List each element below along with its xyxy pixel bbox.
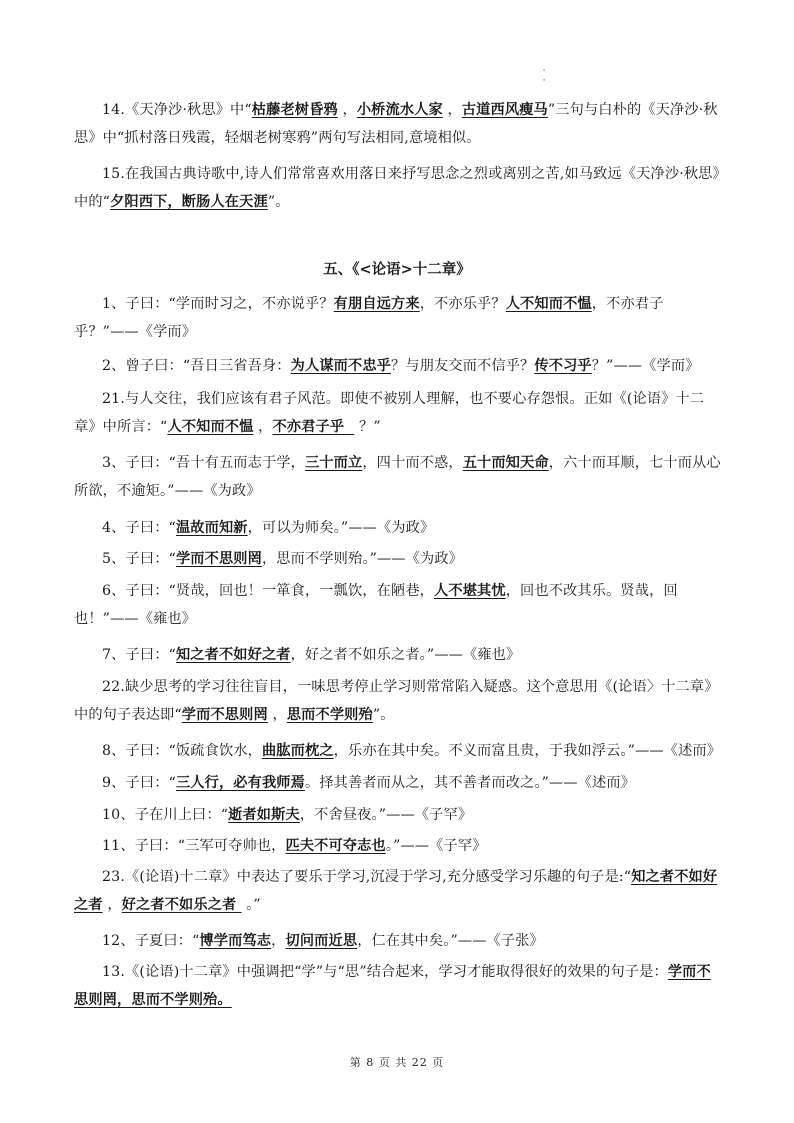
answer: 好之者不如乐之者 (121, 897, 242, 913)
text: 9、子曰：“ (102, 775, 176, 791)
item-5 (74, 545, 724, 573)
text: ， (271, 933, 286, 949)
item-2 (74, 352, 724, 380)
answer: 人不知而不愠 (167, 419, 254, 435)
text: 1、子曰：“学而时习之，不亦说乎？ (102, 296, 334, 312)
text: ，乐亦在其中矣。不义而富且贵，于我如浮云。”——《述而》 (333, 743, 722, 759)
text: 5、子曰：“ (102, 551, 176, 567)
text: ，六十而耳顺，七十而从心所欲，不逾矩。”——《为政》 (74, 455, 721, 499)
page-number: 第 8 页 共 22 页 (349, 1056, 445, 1069)
text: 7、子曰：“ (102, 647, 176, 663)
text: ”。 (267, 194, 290, 210)
text: 3、子曰：“吾十有五而志于学， (102, 455, 305, 471)
text: ， (267, 707, 287, 723)
item-10 (74, 801, 724, 829)
text: ”三句与白朴的《天净沙·秋思》中“抓村落日残霞，轻烟老树寒鸦”两句写法相同,意境相似。 (74, 102, 718, 146)
answer: 古道西风瘦马 (461, 102, 548, 118)
question-13 (74, 958, 724, 1014)
text: 4、子曰：“ (102, 520, 176, 536)
item-8 (74, 737, 724, 765)
answer: 有朋自远方来 (333, 296, 420, 312)
answer: 学而不思则罔 (175, 551, 262, 567)
answer: 思而不学则殆 (286, 707, 373, 723)
text: 10、子在川上曰：“ (102, 807, 229, 823)
answer: 人不知而不愠 (505, 296, 592, 312)
text: ， (337, 102, 357, 118)
text: 2、曾子曰：“吾日三省吾身： (102, 358, 291, 374)
item-11 (74, 832, 724, 860)
item-4 (74, 514, 724, 542)
text: ，仁在其中矣。”——《子张》 (357, 933, 544, 949)
text: 22.缺少思考的学习往往盲目，一味思考停止学习则常常陷入疑惑。这个意思用《(论语〉十二章》中的句子表达即“ (74, 679, 719, 723)
text: 15.在我国古典诗歌中,诗人们常常喜欢用落日来抒写思念之烈或离别之苦,如马致远《天净沙·秋思》中的“ (74, 166, 720, 210)
item-7 (74, 641, 724, 669)
text: 。”——《子罕》 (385, 838, 487, 854)
answer: 五十而知天命 (462, 455, 549, 471)
text: ？” (354, 419, 381, 435)
text: ，不舍昼夜。”——《子罕》 (299, 807, 473, 823)
question-14 (74, 96, 724, 152)
answer: 学而不思则罔 (181, 707, 268, 723)
text: 21.与人交往，我们应该有君子风范。即使不被别人理解，也不要心存怨恨。正如《(论语》十二章》中所言：“ (74, 391, 705, 435)
question-22 (74, 673, 724, 729)
item-1 (74, 290, 724, 346)
text: ，可以为师矣。”——《为政》 (247, 520, 435, 536)
item-9 (74, 769, 724, 797)
answer: 温故而知新 (175, 520, 248, 536)
text: ”。 (372, 707, 395, 723)
text: 13.《(论语)十二章》中强调把“学”与“思”结合起来，学习才能取得很好的效果的句子是： (102, 964, 668, 980)
text: ？”——《学而》 (591, 358, 700, 374)
text: ， (253, 419, 273, 435)
answer: 逝者如斯夫 (228, 807, 300, 823)
answer: 匹夫不可夺志也 (285, 838, 386, 854)
text: 6、子曰：“贤哉，回也！一箪食，一瓢饮，在陋巷， (102, 583, 435, 599)
answer: 枯藤老树昏鸦 (251, 102, 338, 118)
text: 。” (241, 897, 261, 913)
section-title: 五、《<论语>十二章》 (323, 261, 471, 278)
question-21 (74, 385, 724, 441)
text: ，思而不学则殆。”——《为政》 (261, 551, 463, 567)
answer: 不亦君子乎 (272, 419, 355, 435)
item-3 (74, 449, 724, 505)
text: 14.《天净沙·秋思》中“ (102, 102, 252, 118)
answer: 博学而笃志 (199, 933, 272, 949)
text: ，不亦君子乎？”——《学而》 (74, 296, 664, 340)
answer: 三十而立 (304, 455, 363, 471)
text: ， (442, 102, 462, 118)
page-marks: · · (542, 66, 546, 86)
item-6 (74, 577, 724, 633)
answer: 为人谋而不忠乎 (290, 358, 392, 374)
answer: 传不习乎 (534, 358, 592, 374)
answer: 小桥流水人家 (356, 102, 443, 118)
question-15 (74, 160, 724, 216)
text: 8、子曰：“饭疏食饮水， (102, 743, 262, 759)
text: 12、子夏曰：“ (102, 933, 200, 949)
text: ，不亦乐乎？ (419, 296, 506, 312)
text: ，好之者不如乐之者。”——《雍也》 (290, 647, 521, 663)
answer: 知之者不如好之者 (74, 869, 718, 913)
text: ， (102, 897, 122, 913)
text: ？与朋友交而不信乎？ (391, 358, 535, 374)
answer: 人不堪其忧 (434, 583, 506, 599)
text: ，四十而不惑， (362, 455, 463, 471)
answer: 知之者不如好之者 (175, 647, 291, 663)
text: 23.《(论语)十二章》中表达了要乐于学习,沉浸于学习,充分感受学习乐趣的句子是:“ (102, 869, 632, 885)
answer: 曲肱而枕之 (261, 743, 334, 759)
answer: 切问而近思 (285, 933, 358, 949)
answer: 三人行，必有我师焉 (175, 775, 305, 791)
answer: 夕阳西下，断肠人在天涯 (110, 194, 268, 210)
text: ，回也不改其乐。贤哉，回也！”——《雍也》 (74, 583, 678, 627)
text: 。择其善者而从之，其不善者而改之。”——《述而》 (304, 775, 636, 791)
text: 11、子曰：“三军可夺帅也， (102, 838, 286, 854)
item-12 (74, 927, 724, 955)
answer: 学而不思则罔，思而不学则殆。 (74, 964, 711, 1008)
question-23 (74, 863, 724, 919)
